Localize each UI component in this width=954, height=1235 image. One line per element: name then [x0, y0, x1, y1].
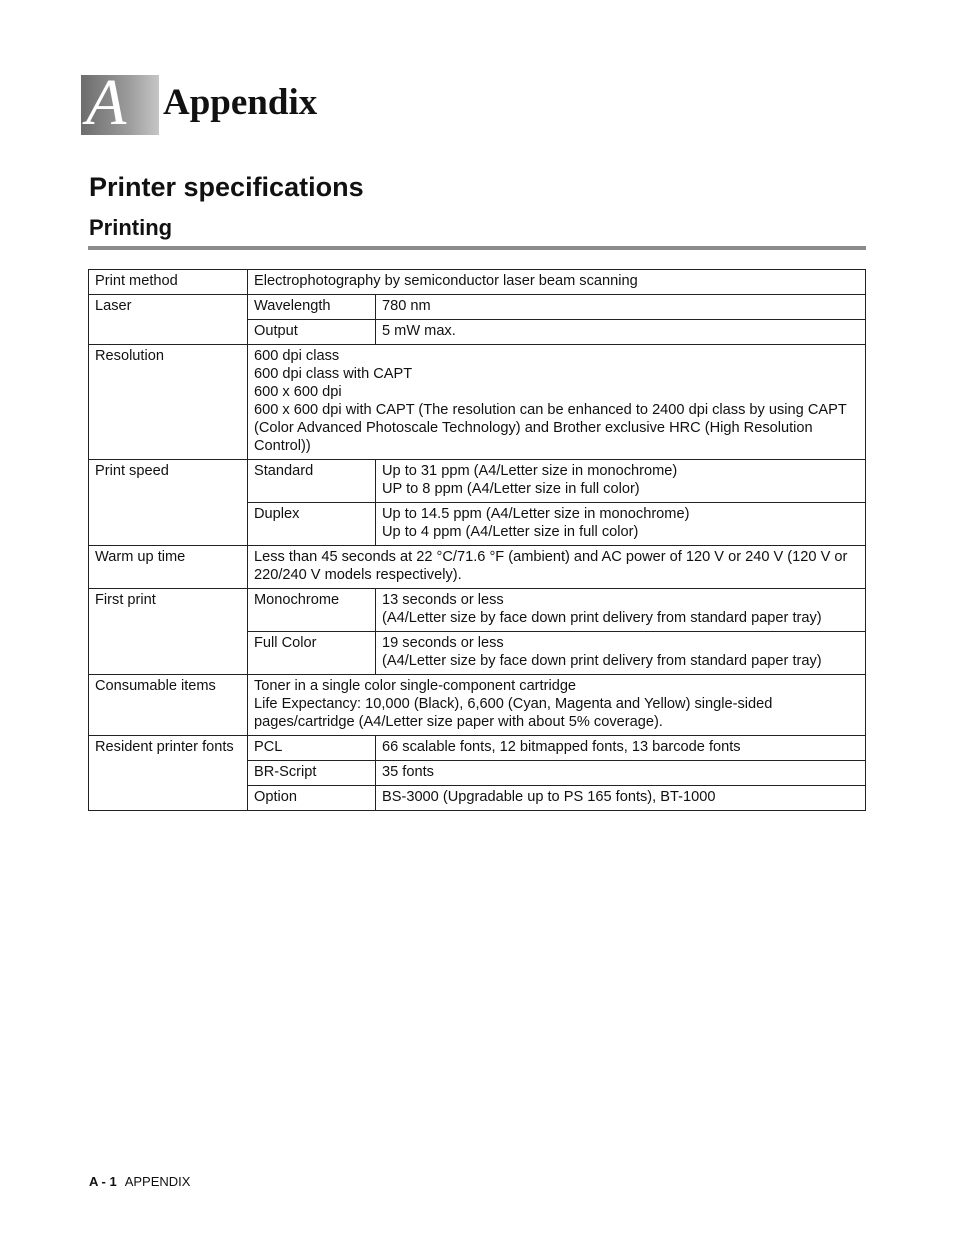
footer-label: APPENDIX [124, 1174, 191, 1189]
table-row [89, 270, 866, 295]
spec-sublabel: Wavelength [248, 295, 376, 320]
value-line: 600 dpi class with CAPT [254, 366, 413, 382]
spec-sublabel: Duplex [248, 503, 376, 546]
spec-value: Less than 45 seconds at 22 °C/71.6 °F (ambient) and AC power of 120 V or 240 V (120 V or 220/240 V models respectively). [248, 546, 866, 589]
table-row [89, 345, 866, 460]
table-row [89, 736, 866, 761]
chapter-title: Appendix [163, 82, 318, 123]
spec-value [248, 345, 866, 460]
table-row [89, 589, 866, 632]
page-footer [89, 1174, 190, 1190]
table-row [89, 546, 866, 589]
spec-label: Print method [89, 270, 248, 295]
spec-label: Consumable items [89, 675, 248, 736]
spec-sublabel: Monochrome [248, 589, 376, 632]
spec-sublabel: Standard [248, 460, 376, 503]
value-line: 13 seconds or less [382, 592, 504, 608]
value-line: Up to 14.5 ppm (A4/Letter size in monochrome) [382, 506, 690, 522]
spec-sublabel: BR-Script [248, 761, 376, 786]
value-line: Life Expectancy: 10,000 (Black), 6,600 (Cyan, Magenta and Yellow) single-sided pages/cartridge (A4/Letter size paper with about 5% coverage). [254, 696, 773, 730]
spec-label: Warm up time [89, 546, 248, 589]
spec-sublabel: Option [248, 786, 376, 811]
spec-sublabel: Full Color [248, 632, 376, 675]
spec-label: Resident printer fonts [89, 736, 248, 811]
spec-value: Electrophotography by semiconductor laser beam scanning [248, 270, 866, 295]
spec-value: 5 mW max. [376, 320, 866, 345]
value-line: 600 dpi class [254, 348, 340, 364]
spec-value: 780 nm [376, 295, 866, 320]
value-line: Up to 4 ppm (A4/Letter size in full color) [382, 524, 639, 540]
value-line: (A4/Letter size by face down print delivery from standard paper tray) [382, 610, 822, 626]
subsection-title: Printing [89, 215, 173, 240]
section-divider [88, 246, 866, 250]
spec-label: Laser [89, 295, 248, 345]
chapter-letter: A [86, 66, 127, 139]
spec-value: 35 fonts [376, 761, 866, 786]
spec-value [376, 460, 866, 503]
spec-value [376, 503, 866, 546]
spec-sublabel: Output [248, 320, 376, 345]
value-line: UP to 8 ppm (A4/Letter size in full color) [382, 481, 640, 497]
spec-label: First print [89, 589, 248, 675]
table-row [89, 295, 866, 320]
table-row [89, 675, 866, 736]
value-line: 19 seconds or less [382, 635, 504, 651]
page-number: A - 1 [89, 1174, 117, 1189]
spec-value: BS-3000 (Upgradable up to PS 165 fonts), BT-1000 [376, 786, 866, 811]
spec-label: Resolution [89, 345, 248, 460]
spec-value [248, 675, 866, 736]
value-line: 600 x 600 dpi with CAPT (The resolution can be enhanced to 2400 dpi class by using CAPT (Color Advanced Photoscale Technology) and Brother exclusive HRC (High Resolution Control)) [254, 402, 847, 454]
printing-spec-table [88, 269, 866, 811]
spec-value: 66 scalable fonts, 12 bitmapped fonts, 13 barcode fonts [376, 736, 866, 761]
spec-value [376, 632, 866, 675]
value-line: (A4/Letter size by face down print delivery from standard paper tray) [382, 653, 822, 669]
spec-label: Print speed [89, 460, 248, 546]
value-line: Up to 31 ppm (A4/Letter size in monochrome) [382, 463, 678, 479]
spec-sublabel: PCL [248, 736, 376, 761]
spec-value [376, 589, 866, 632]
section-title: Printer specifications [89, 172, 364, 202]
value-line: 600 x 600 dpi [254, 384, 342, 400]
table-row [89, 460, 866, 503]
value-line: Toner in a single color single-component cartridge [254, 678, 577, 694]
